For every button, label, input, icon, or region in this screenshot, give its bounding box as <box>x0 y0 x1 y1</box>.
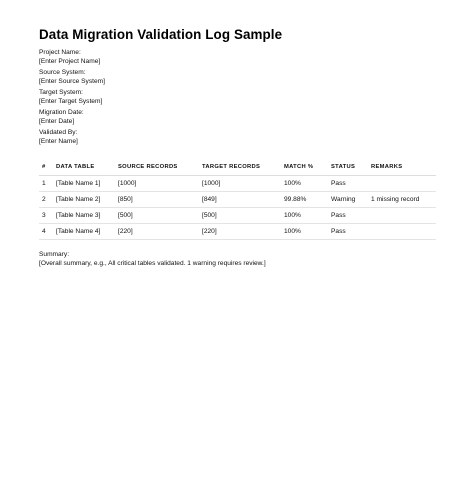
cell-data-table: [Table Name 4] <box>53 224 115 240</box>
table-row <box>39 176 436 192</box>
cell-source-records: [850] <box>115 192 199 208</box>
cell-remarks <box>368 176 436 192</box>
cell-status: Warning <box>328 192 368 208</box>
summary-label: Summary: <box>39 251 70 258</box>
source-system-value: [Enter Source System] <box>39 78 105 85</box>
source-system-label: Source System: <box>39 69 86 76</box>
cell-match-percent: 99.88% <box>281 192 328 208</box>
cell-match-percent: 100% <box>281 224 328 240</box>
cell-source-records: [1000] <box>115 176 199 192</box>
header-match-percent: MATCH % <box>281 159 328 176</box>
validated-by-value: [Enter Name] <box>39 138 78 145</box>
document-title: Data Migration Validation Log Sample <box>39 27 283 42</box>
metadata-fields <box>39 48 436 146</box>
cell-data-table: [Table Name 1] <box>53 176 115 192</box>
header-remarks: REMARKS <box>368 159 436 176</box>
cell-number: 3 <box>39 208 53 224</box>
table-row <box>39 224 436 240</box>
cell-number: 2 <box>39 192 53 208</box>
cell-match-percent: 100% <box>281 176 328 192</box>
cell-target-records: [1000] <box>199 176 281 192</box>
cell-source-records: [220] <box>115 224 199 240</box>
header-target-records: TARGET RECORDS <box>199 159 281 176</box>
summary-value: [Overall summary, e.g., All critical tables validated. 1 warning requires review.] <box>39 260 266 267</box>
target-system-label: Target System: <box>39 89 83 96</box>
cell-status: Pass <box>328 224 368 240</box>
cell-match-percent: 100% <box>281 208 328 224</box>
source-system-field <box>39 68 436 86</box>
cell-target-records: [849] <box>199 192 281 208</box>
project-name-label: Project Name: <box>39 49 81 56</box>
cell-data-table: [Table Name 3] <box>53 208 115 224</box>
cell-target-records: [500] <box>199 208 281 224</box>
table-header-row <box>39 159 436 176</box>
validation-log-table <box>39 159 436 240</box>
migration-date-label: Migration Date: <box>39 109 84 116</box>
cell-number: 4 <box>39 224 53 240</box>
migration-date-field <box>39 108 436 126</box>
summary-section <box>39 250 436 268</box>
header-status: STATUS <box>328 159 368 176</box>
validated-by-label: Validated By: <box>39 129 78 136</box>
header-source-records: SOURCE RECORDS <box>115 159 199 176</box>
migration-date-value: [Enter Date] <box>39 118 75 125</box>
header-number: # <box>39 159 53 176</box>
cell-status: Pass <box>328 208 368 224</box>
cell-remarks <box>368 208 436 224</box>
cell-remarks: 1 missing record <box>368 192 436 208</box>
cell-remarks <box>368 224 436 240</box>
cell-target-records: [220] <box>199 224 281 240</box>
header-data-table: DATA TABLE <box>53 159 115 176</box>
validated-by-field <box>39 128 436 146</box>
target-system-value: [Enter Target System] <box>39 98 103 105</box>
cell-source-records: [500] <box>115 208 199 224</box>
cell-status: Pass <box>328 176 368 192</box>
cell-data-table: [Table Name 2] <box>53 192 115 208</box>
project-name-value: [Enter Project Name] <box>39 58 101 65</box>
table-row <box>39 192 436 208</box>
cell-number: 1 <box>39 176 53 192</box>
target-system-field <box>39 88 436 106</box>
project-name-field <box>39 48 436 66</box>
table-row <box>39 208 436 224</box>
